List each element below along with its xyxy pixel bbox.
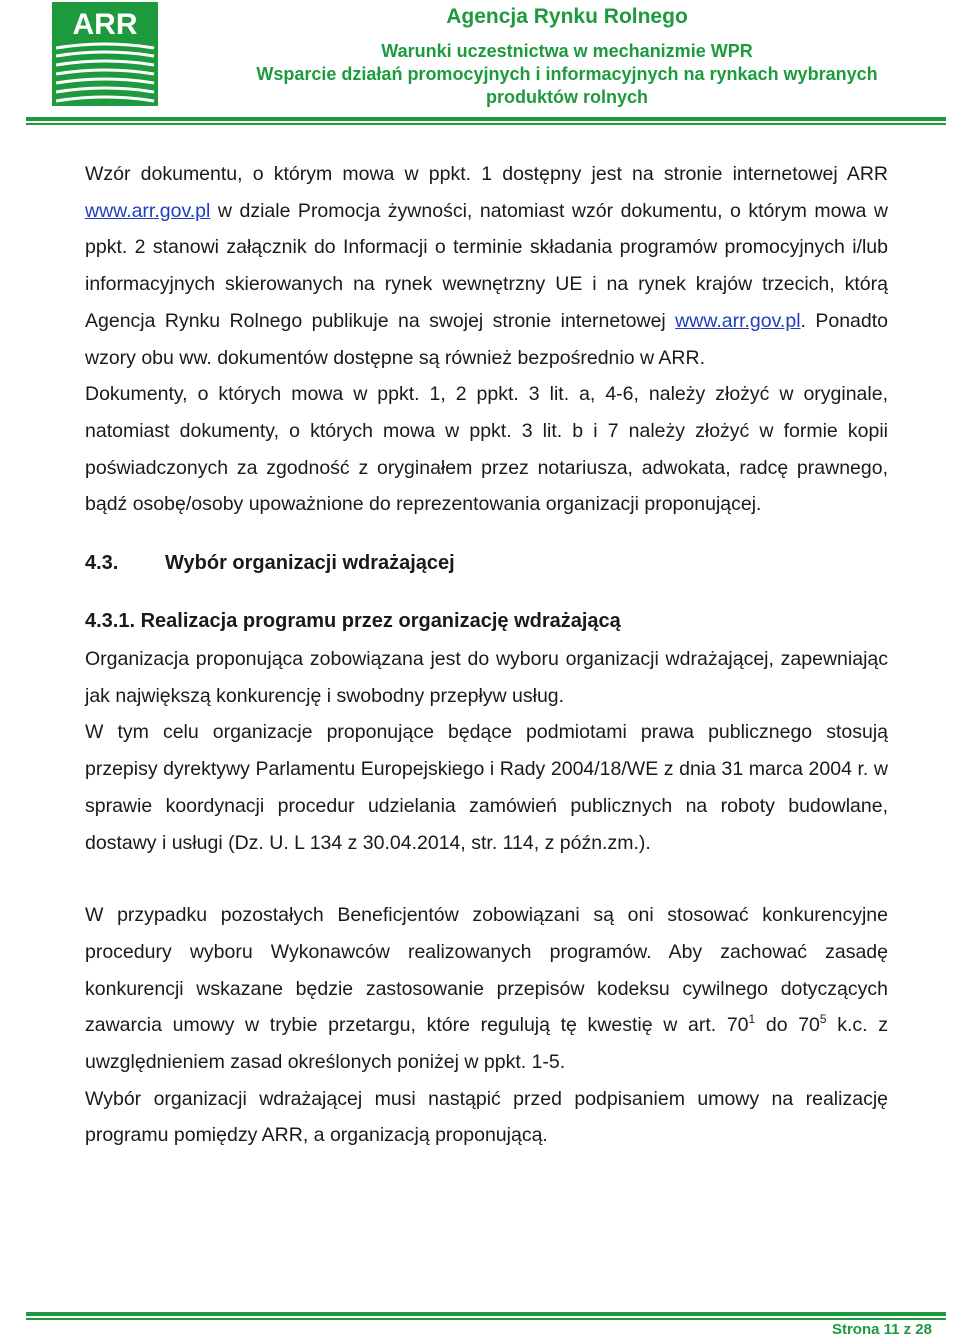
page-number: Strona 11 z 28 <box>831 1321 932 1338</box>
section-title: Wybór organizacji wdrażającej <box>165 552 455 575</box>
section-number: 4.3. <box>85 552 119 575</box>
paragraph-6: Wybór organizacji wdrażającej musi nastąpić przed podpisaniem umowy na realizację programu pomiędzy ARR, a organizacją proponującą. <box>85 1087 888 1147</box>
paragraph-1-text-c: . Ponadto wzory obu ww. dokumentów dostępne są również bezpośrednio w ARR. <box>85 309 889 369</box>
superscript-5: 5 <box>819 1012 827 1027</box>
arr-website-link-1[interactable]: www.arr.gov.pl <box>85 199 211 222</box>
subsection-heading <box>85 603 888 639</box>
paragraph-1-text-b: w dziale Promocja żywności, natomiast wzór dokumentu, o którym mowa w ppkt. 2 stanowi załącznik do Informacji o terminie składania programów promocyjnych i/lub informacyjnych skierowanych na rynek wewnętrzny UE i na rynek krajów trzecich, którą Agencja Rynku Rolnego publikuje na swojej stronie internetowej <box>85 199 888 332</box>
header-line-2: Wsparcie działań promocyjnych i informacyjnych na rynkach wybranych <box>256 64 878 84</box>
header-titles <box>200 4 934 109</box>
document-body <box>85 156 888 1154</box>
footer-rule-thick <box>26 1312 946 1316</box>
header-org-name: Agencja Rynku Rolnego <box>446 5 688 28</box>
section-heading <box>85 545 888 581</box>
paragraph-3: Organizacja proponująca zobowiązana jest do wyboru organizacji wdrażającej, zapewniając jak największą konkurencję i swobodny przepływ usług. <box>85 648 888 707</box>
subsection-number: 4.3.1. <box>85 610 136 633</box>
paragraph-5-text-c: k.c. z uwzględnieniem zasad określonych poniżej w ppkt. 1-5. <box>85 1014 889 1074</box>
subsection-title: Realizacja programu przez organizację wdrażającą <box>140 610 621 633</box>
paragraph-1 <box>85 156 888 376</box>
arr-website-link-2[interactable]: www.arr.gov.pl <box>675 309 801 332</box>
header-line-1: Warunki uczestnictwa w mechanizmie WPR <box>381 41 753 61</box>
arr-logo <box>52 2 158 106</box>
logo-text: ARR <box>72 8 138 41</box>
paragraph-1-text-a: Wzór dokumentu, o którym mowa w ppkt. 1 dostępny jest na stronie internetowej ARR <box>85 163 888 185</box>
paragraph-5-text-a: W przypadku pozostałych Beneficjentów zobowiązani są oni stosować konkurencyjne procedury wyboru Wykonawców realizowanych programów. Aby zachować zasadę konkurencji wskazane będzie zastosowanie przepisów kodeksu cywilnego dotyczących zawarcia umowy w trybie przetargu, które regulują tę kwestię w art. 70 <box>85 904 888 1037</box>
paragraph-2: Dokumenty, o których mowa w ppkt. 1, 2 ppkt. 3 lit. a, 4-6, należy złożyć w oryginale, natomiast dokumenty, o których mowa w ppkt. 3 lit. b i 7 należy złożyć w formie kopii poświadczonych za zgodność z oryginałem przez notariusza, adwokata, radcę prawnego, bądź osobę/osoby upoważnione do reprezentowania organizacji proponującej. <box>85 383 888 516</box>
paragraph-spacer <box>85 861 888 897</box>
paragraph-4: W tym celu organizacje proponujące będące podmiotami prawa publicznego stosują przepisy dyrektywy Parlamentu Europejskiego i Rady 2004/18/WE z dnia 31 marca 2004 r. w sprawie koordynacji procedur udzielania zamówień publicznych na roboty budowlane, dostawy i usługi (Dz. U. L 134 z 30.04.2014, str. 114, z późn.zm.). <box>85 721 888 854</box>
paragraph-5-text-b: do 70 <box>755 1014 820 1037</box>
paragraph-5 <box>85 897 888 1081</box>
superscript-1: 1 <box>748 1012 756 1027</box>
header-line-3: produktów rolnych <box>486 87 648 107</box>
footer-rule-thin <box>26 1318 946 1320</box>
header-rule-thin <box>26 123 946 125</box>
header-rule-thick <box>26 117 946 121</box>
